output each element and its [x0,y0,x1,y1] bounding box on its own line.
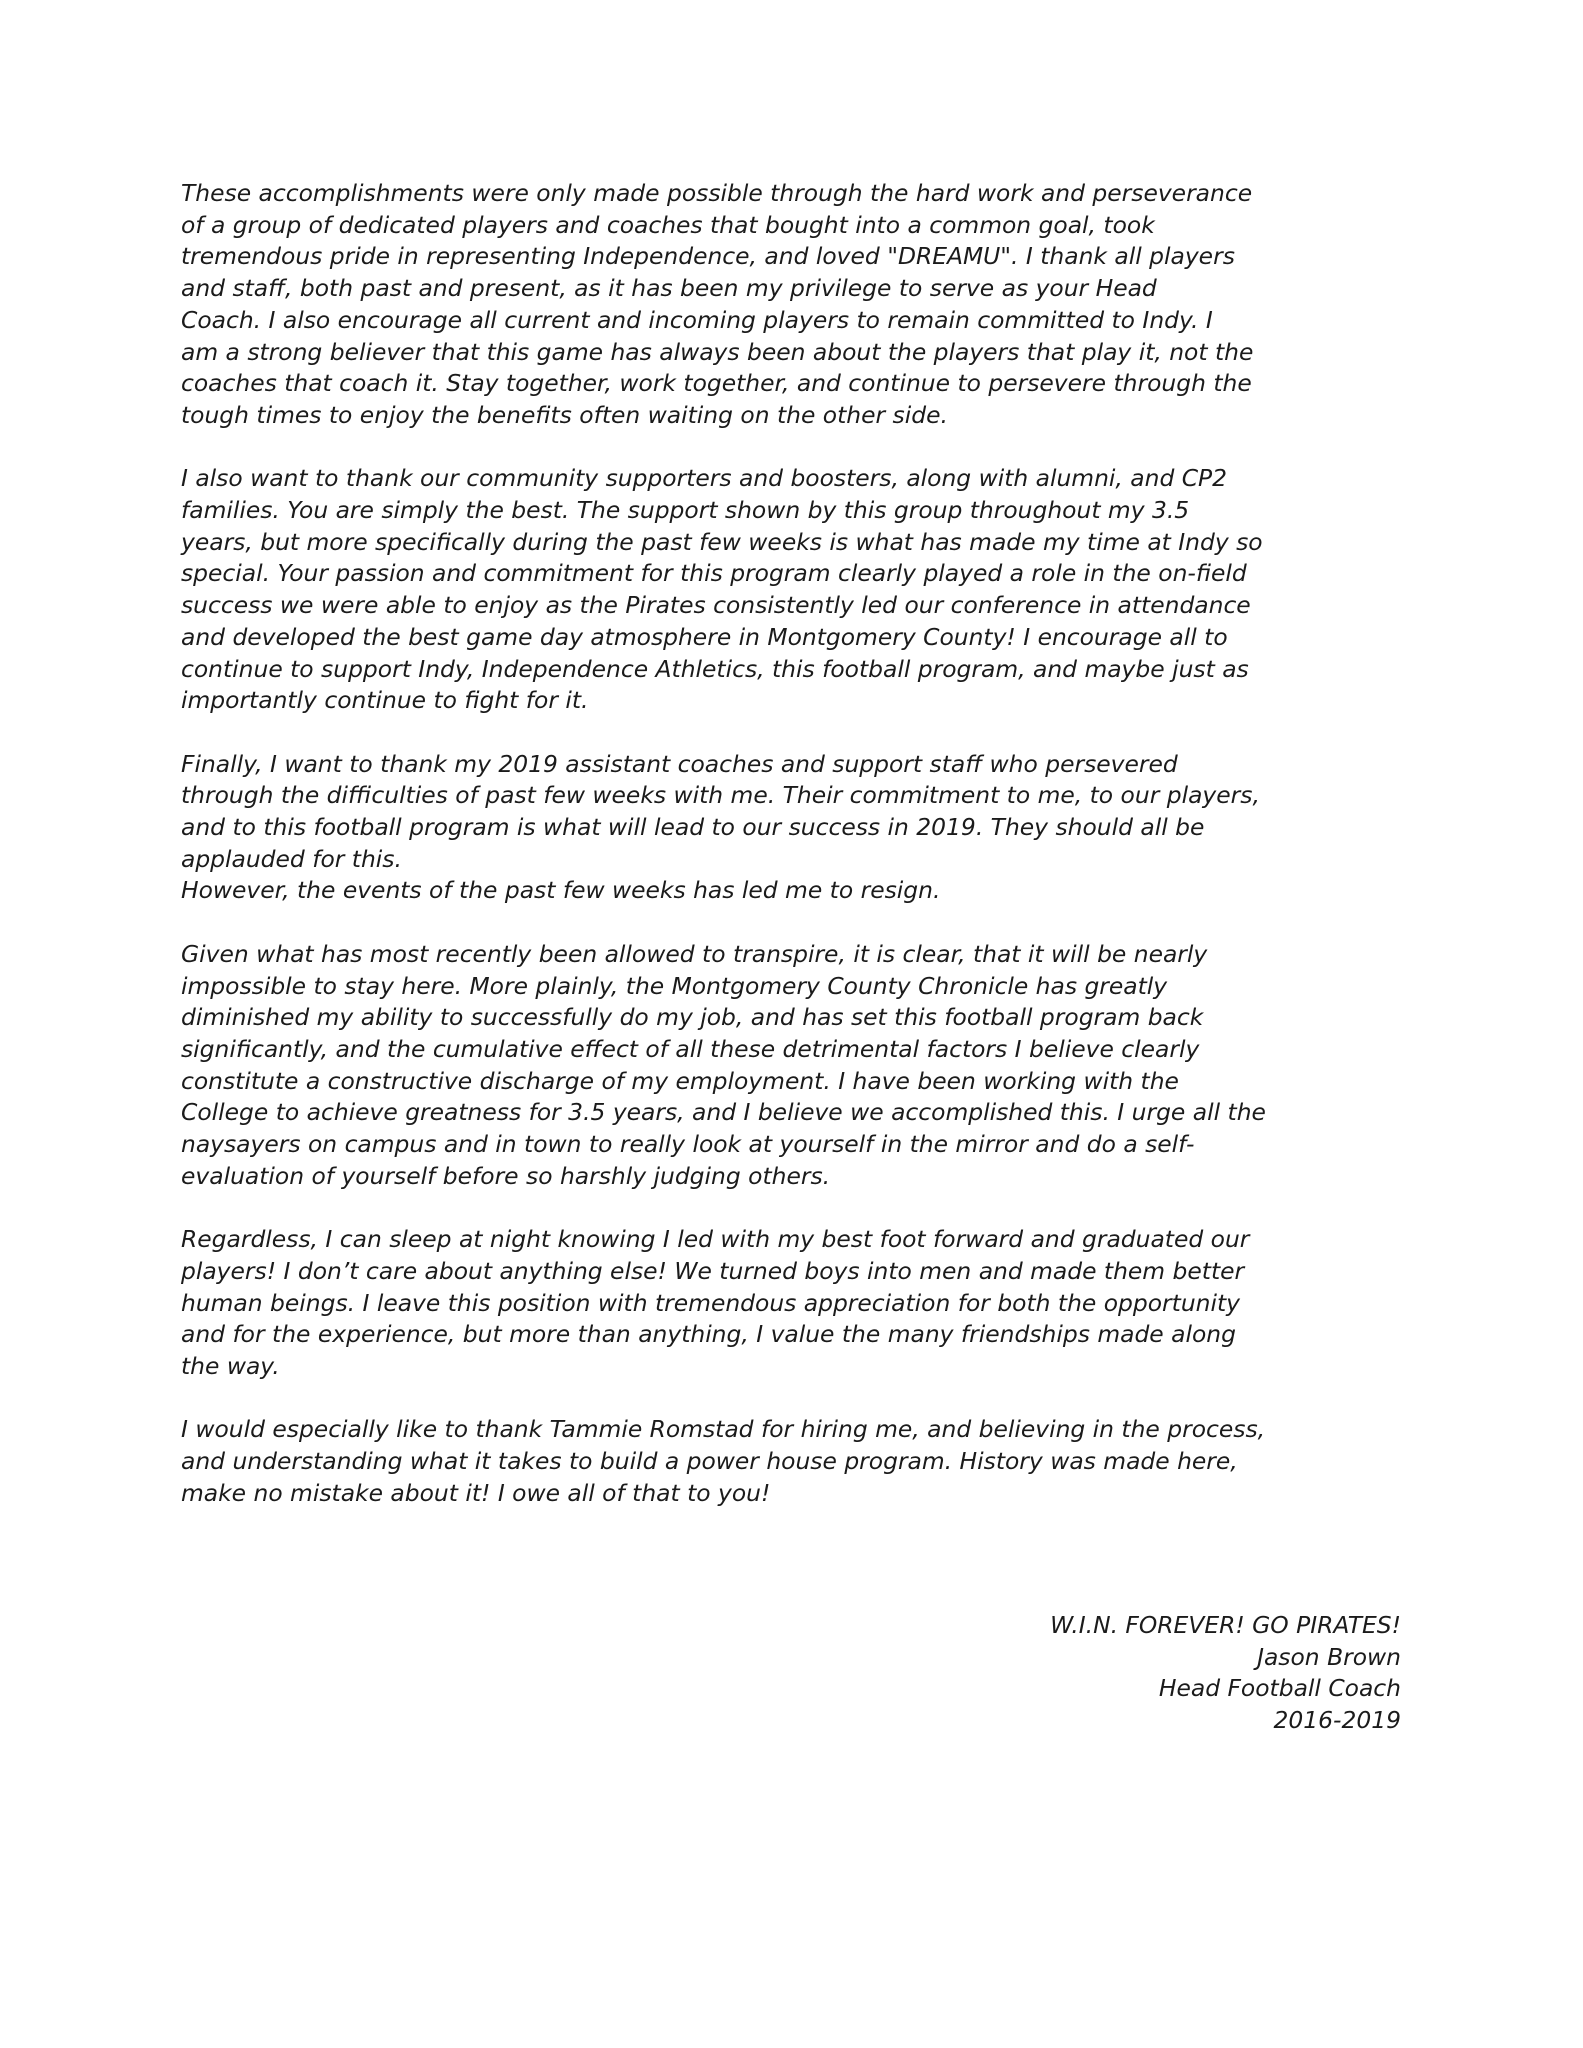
signature-block [1050,1610,1401,1737]
paragraph-final-thanks [181,1414,1421,1509]
paragraph-reasons [181,939,1421,1193]
signature-closing: W.I.N. FOREVER! GO PIRATES! [1050,1611,1401,1639]
text-line: and to this football program is what will lead to our success in 2019. They should all be [181,813,1205,842]
text-line: am a strong believer that this game has always been about the players that play it, not the [181,337,1254,366]
text-line: naysayers on campus and in town to really look at yourself in the mirror and do a self- [181,1130,1195,1159]
paragraph-community-thanks [181,463,1421,717]
text-line: constitute a constructive discharge of my employment. I have been working with the [181,1066,1179,1095]
text-line: I would especially like to thank Tammie Romstad for hiring me, and believing in the process, [181,1415,1266,1444]
text-line: diminished my ability to successfully do my job, and has set this football program back [181,1003,1204,1032]
text-line: and developed the best game day atmosphere in Montgomery County! I encourage all to [181,622,1228,651]
text-line: College to achieve greatness for 3.5 years, and I believe we accomplished this. I urge all the [181,1098,1266,1127]
text-line: significantly, and the cumulative effect of all these detrimental factors I believe clearly [181,1034,1200,1063]
paragraph-resignation [181,875,1421,907]
text-line: Finally, I want to thank my 2019 assistant coaches and support staff who persevered [181,749,1178,778]
signature-years: 2016-2019 [1273,1706,1401,1735]
text-line: special. Your passion and commitment for this program clearly played a role in the on-field [181,559,1247,588]
text-line: families. You are simply the best. The support shown by this group throughout my 3.5 [181,496,1190,525]
text-line: coaches that coach it. Stay together, work together, and continue to persevere through the [181,369,1252,398]
text-line: tremendous pride in representing Independence, and loved "DREAMU". I thank all players [181,242,1235,271]
text-line: and understanding what it takes to build a power house program. History was made here, [181,1447,1238,1476]
text-line: and staff, both past and present, as it has been my privilege to serve as your Head [181,274,1157,303]
text-line: evaluation of yourself before so harshly judging others. [181,1161,831,1190]
text-line: Coach. I also encourage all current and incoming players to remain committed to Indy. I [181,305,1213,334]
paragraph-staff-thanks [181,749,1421,876]
text-line: years, but more specifically during the past few weeks is what has made my time at Indy so [181,527,1263,556]
text-line: the way. [181,1351,280,1380]
text-line: applauded for this. [181,844,402,873]
text-line: continue to support Indy, Independence Athletics, this football program, and maybe just as [181,654,1249,683]
text-line: players! I don’t care about anything else! We turned boys into men and made them better [181,1256,1245,1285]
text-line: Regardless, I can sleep at night knowing I led with my best foot forward and graduated our [181,1225,1250,1254]
letter-body [181,178,1421,1541]
text-line: and for the experience, but more than anything, I value the many friendships made along [181,1320,1236,1349]
paragraph-accomplishments [181,178,1421,432]
text-line: of a group of dedicated players and coaches that bought into a common goal, took [181,210,1155,239]
text-line: impossible to stay here. More plainly, the Montgomery County Chronicle has greatly [181,971,1168,1000]
text-line: However, the events of the past few weeks has led me to resign. [181,876,941,905]
text-line: tough times to enjoy the benefits often waiting on the other side. [181,400,948,429]
text-line: make no mistake about it! I owe all of that to you! [181,1478,771,1507]
text-line: success we were able to enjoy as the Pirates consistently led our conference in attendance [181,591,1251,620]
text-line: Given what has most recently been allowed to transpire, it is clear, that it will be nearly [181,939,1208,968]
signature-title: Head Football Coach [1158,1674,1401,1703]
text-line: human beings. I leave this position with tremendous appreciation for both the opportunity [181,1288,1241,1317]
text-line: through the difficulties of past few weeks with me. Their commitment to me, to our players, [181,781,1260,810]
text-line: importantly continue to fight for it. [181,686,589,715]
signature-name: Jason Brown [1257,1642,1401,1671]
paragraph-regardless [181,1224,1421,1383]
text-line: I also want to thank our community supporters and boosters, along with alumni, and CP2 [181,464,1228,493]
text-line: These accomplishments were only made possible through the hard work and perseverance [181,179,1253,207]
